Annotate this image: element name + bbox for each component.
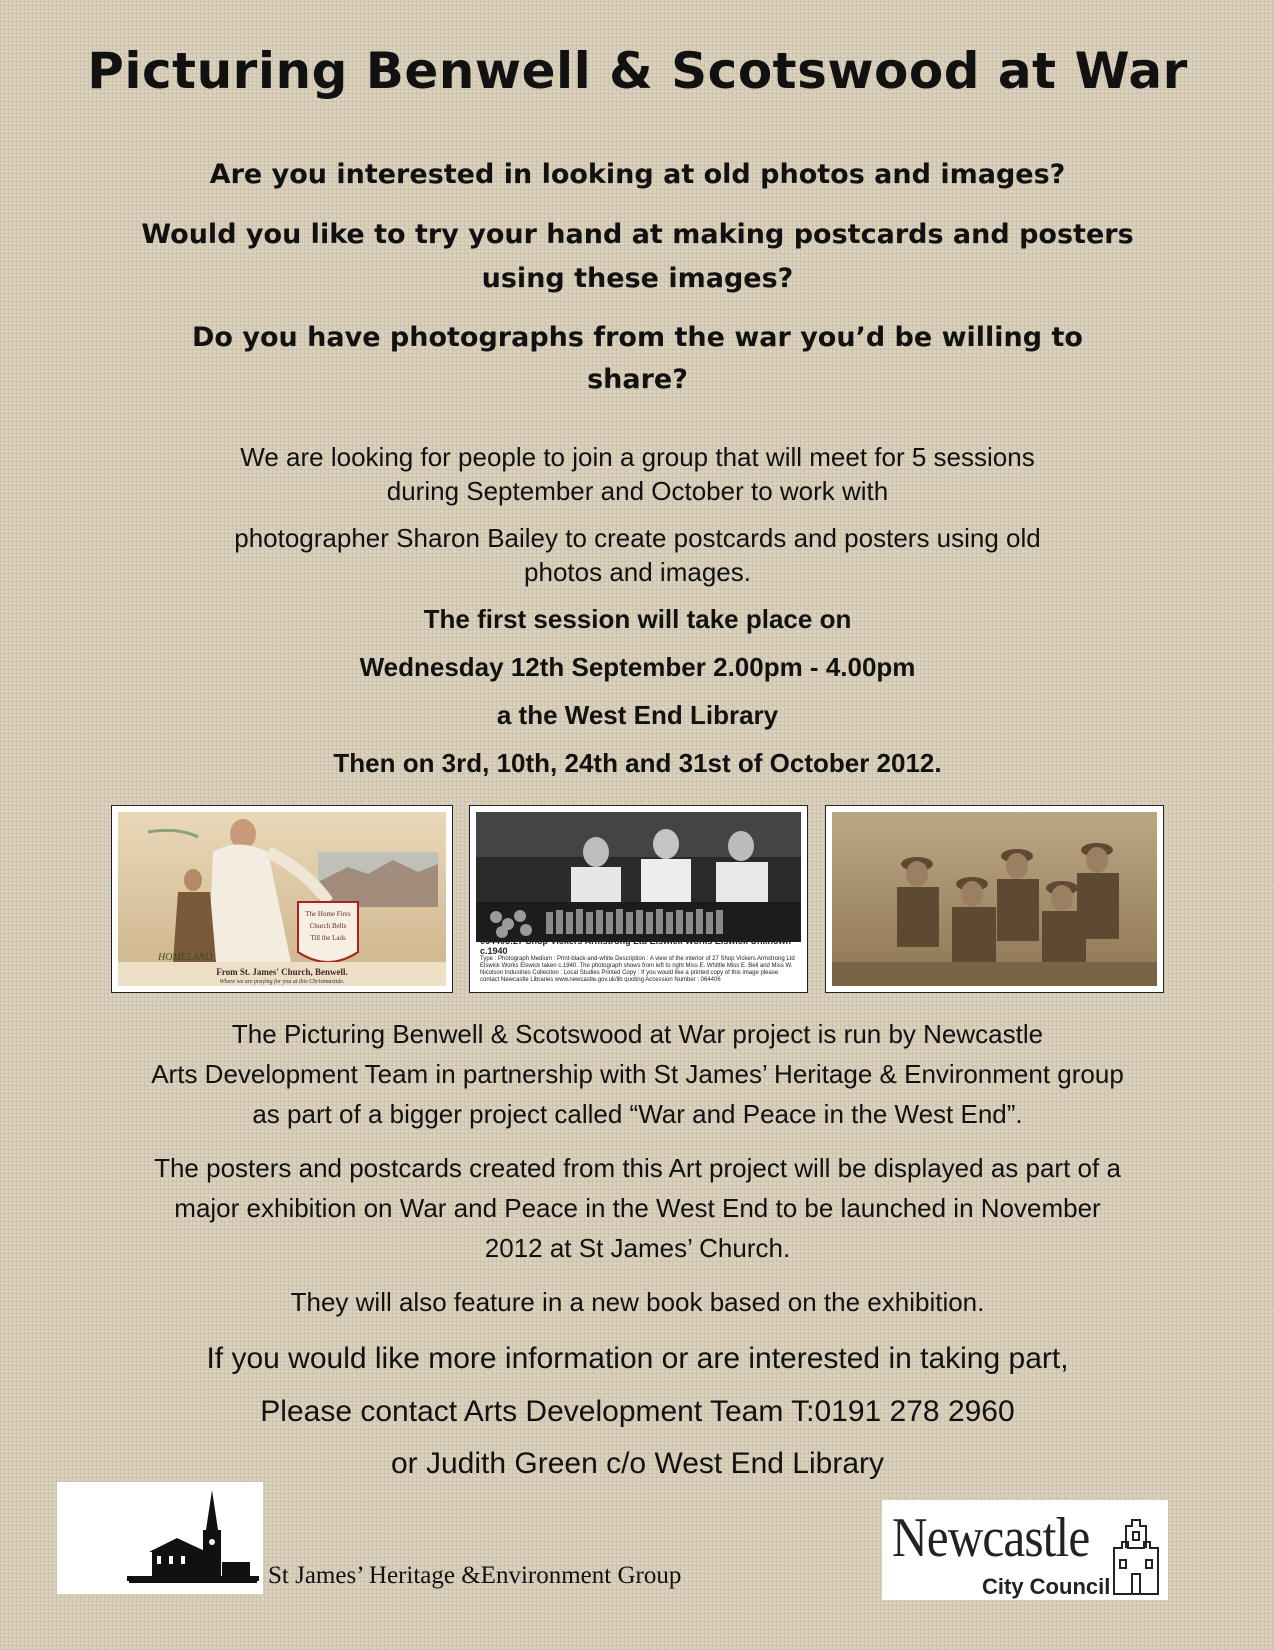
exhibition-line2: major exhibition on War and Peace in the West End to be launched in November xyxy=(174,1193,1101,1223)
newcastle-logo xyxy=(882,1500,1168,1600)
postcard-caption: From St. James' Church, Benwell. xyxy=(216,967,348,977)
question-photos: Are you interested in looking at old photos and images? xyxy=(209,159,1066,190)
question-share-line2: share? xyxy=(587,364,688,395)
soldiers-photo xyxy=(825,805,1164,993)
exhibition-line1: The posters and postcards created from this Art project will be displayed as part of a xyxy=(154,1153,1121,1183)
newcastle-subtitle: City Council xyxy=(982,1574,1111,1599)
intro-line2: during September and October to work with xyxy=(386,476,889,506)
postcard-banner-text: HOMELAND xyxy=(158,952,213,963)
svg-text:Church Bells: Church Bells xyxy=(309,922,347,930)
church-icon xyxy=(57,1482,263,1594)
postcard-illustration xyxy=(118,812,446,986)
session-venue: a the West End Library xyxy=(496,700,779,730)
soldiers-illustration xyxy=(832,812,1157,986)
contact-line3: or Judith Green c/o West End Library xyxy=(390,1447,884,1480)
session-later-dates: Then on 3rd, 10th, 24th and 31st of October 2012. xyxy=(333,748,942,778)
castle-icon xyxy=(1110,1508,1162,1596)
question-postcards-line1: Would you like to try your hand at making postcards and posters xyxy=(141,219,1134,250)
st-james-logo xyxy=(57,1482,263,1594)
postcard-photo xyxy=(111,805,453,993)
svg-text:Till the Lads: Till the Lads xyxy=(310,934,346,942)
svg-text:The Home Fires: The Home Fires xyxy=(305,910,351,918)
intro-line4: photos and images. xyxy=(524,557,751,587)
exhibition-line3: 2012 at St James’ Church. xyxy=(484,1233,791,1263)
postcard-small-text: Where we are praying for you at this Christmastide. xyxy=(219,979,345,985)
factory-illustration xyxy=(476,812,801,942)
contact-line2: Please contact Arts Development Team T:0191 278 2960 xyxy=(260,1395,1015,1428)
factory-caption-text: Type : Photograph Medium : Print-black-and-white Description : A view of the interior of 27 Shop Vickers Armstrong Ltd Elswick Works Elswick taken c.1940. The photograph shows from left to right Miss E. Whittle Miss E. Bell and Miss W. Nicolson Industries Collection : Local Studies Printed Copy : If you would like a printed copy of this image please contact Newcastle Libraries www.newcastle.gov.uk/lib quoting Accession Number : 064406 xyxy=(480,956,795,983)
newcastle-wordmark: Newcastle xyxy=(892,1507,1090,1569)
project-line2: Arts Development Team in partnership with St James’ Heritage & Environment group xyxy=(151,1059,1124,1089)
question-share-line1: Do you have photographs from the war you’d be willing to xyxy=(192,322,1083,353)
factory-caption-title: 064406:27 Shop Vickers Armstrong Ltd Elswick Works Elswick Unknown c.1940 xyxy=(480,936,791,956)
question-postcards-line2: using these images? xyxy=(481,263,794,294)
session-date: Wednesday 12th September 2.00pm - 4.00pm xyxy=(359,652,916,682)
project-line3: as part of a bigger project called “War and Peace in the West End”. xyxy=(252,1099,1023,1129)
session-intro: The first session will take place on xyxy=(423,604,852,634)
book-note: They will also feature in a new book based on the exhibition. xyxy=(290,1287,985,1317)
factory-caption xyxy=(480,936,797,984)
st-james-label: St James’ Heritage &Environment Group xyxy=(268,1562,682,1589)
intro-line3: photographer Sharon Bailey to create postcards and posters using old xyxy=(234,523,1041,553)
contact-line1: If you would like more information or are interested in taking part, xyxy=(206,1342,1069,1375)
factory-photo xyxy=(469,805,808,993)
intro-line1: We are looking for people to join a group that will meet for 5 sessions xyxy=(240,442,1035,472)
page-title: Picturing Benwell & Scotswood at War xyxy=(87,42,1188,100)
project-line1: The Picturing Benwell & Scotswood at War project is run by Newcastle xyxy=(231,1019,1044,1049)
